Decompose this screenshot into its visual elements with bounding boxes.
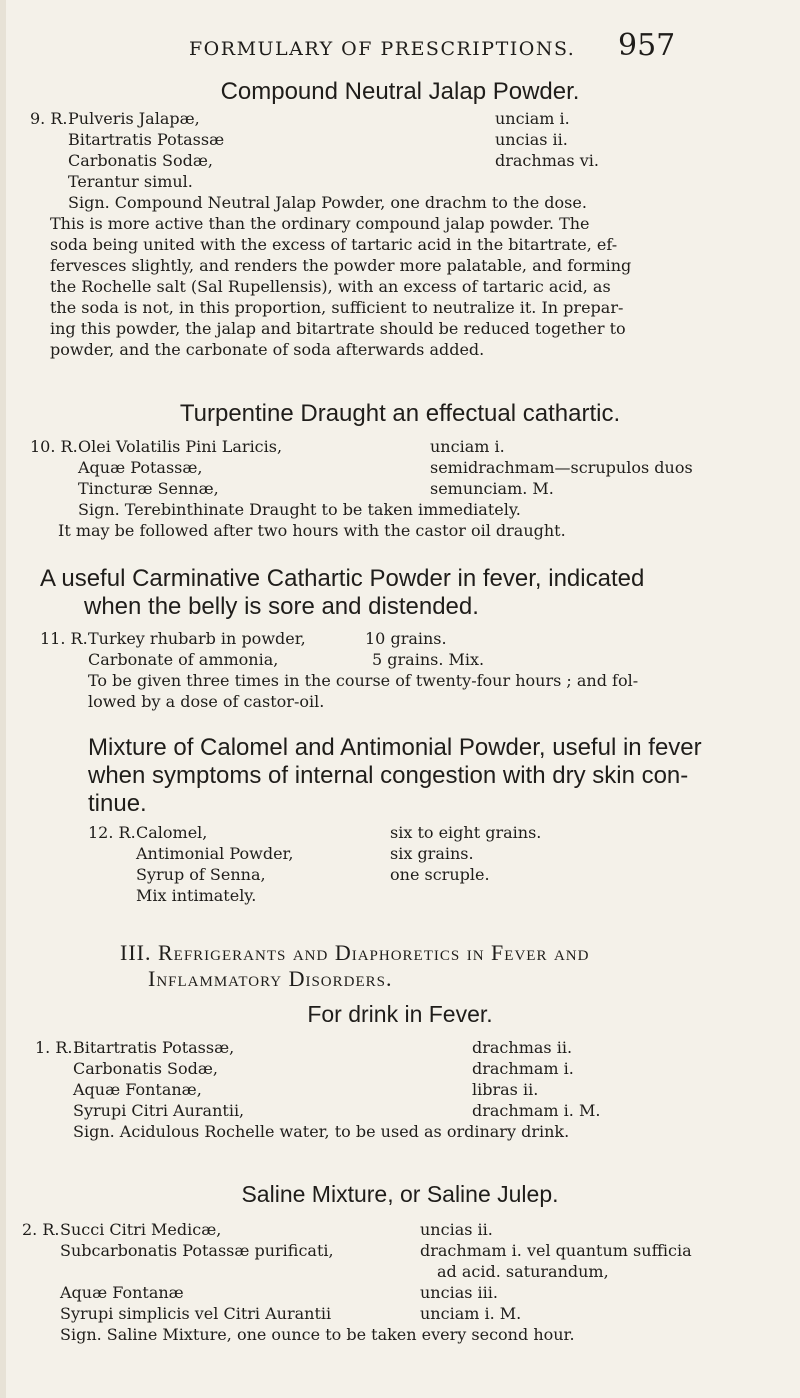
ingredient-quantity-cont: ad acid. saturandum,: [437, 1262, 609, 1281]
ingredient-name: Mix intimately.: [136, 886, 257, 905]
commentary-line: lowed by a dose of castor-oil.: [88, 692, 325, 711]
heading-line: when symptoms of internal congestion with dry skin con-: [88, 762, 689, 789]
ingredient-row: [35, 1058, 755, 1079]
ingredient-quantity: semidrachmam—scrupulos duos: [430, 458, 693, 477]
commentary-line: To be given three times in the course of twenty-four hours ; and fol-: [88, 671, 639, 690]
ingredient-row: [30, 108, 750, 129]
ingredient-row: [88, 843, 788, 864]
sign-line: Sign. Acidulous Rochelle water, to be used as ordinary drink.: [73, 1122, 570, 1141]
heading-line: when the belly is sore and distended.: [84, 593, 479, 620]
ingredient-row: [30, 171, 750, 192]
ingredient-name: Carbonate of ammonia,: [88, 650, 279, 669]
ingredient-name: Bitartratis Potassæ: [68, 130, 225, 149]
text-line: soda being united with the excess of tartaric acid in the bitartrate, ef-: [50, 235, 618, 254]
ingredient-quantity: drachmas ii.: [472, 1038, 573, 1057]
ingredient-quantity: uncias ii.: [420, 1220, 493, 1239]
ingredient-row: [22, 1282, 792, 1303]
ingredient-name: Bitartratis Potassæ,: [73, 1038, 235, 1057]
ingredient-name: Subcarbonatis Potassæ purificati,: [60, 1241, 334, 1260]
ingredient-name: Terantur simul.: [68, 172, 193, 191]
sign-line: Sign. Compound Neutral Jalap Powder, one drachm to the dose.: [68, 193, 587, 212]
text-line: This is more active than the ordinary compound jalap powder. The: [50, 214, 590, 233]
ingredient-name: Calomel,: [136, 823, 208, 842]
ingredient-name: Carbonatis Sodæ,: [73, 1059, 218, 1078]
ingredient-row: [22, 1240, 792, 1261]
ingredient-row: [30, 436, 790, 457]
ingredient-quantity: six grains.: [390, 844, 474, 863]
ingredient-name: Syrupi Citri Aurantii,: [73, 1101, 245, 1120]
ingredient-name: Carbonatis Sodæ,: [68, 151, 213, 170]
commentary-paragraph-cont: [50, 234, 790, 360]
ingredient-quantity: drachmam i. vel quantum sufficia: [420, 1241, 692, 1260]
ingredient-quantity: unciam i. M.: [420, 1304, 522, 1323]
prescription-2: [22, 1219, 792, 1324]
sign-line: Sign. Terebinthinate Draught to be taken immediately.: [78, 500, 521, 519]
ingredient-name: Turkey rhubarb in powder,: [88, 629, 306, 648]
ingredient-quantity: libras ii.: [472, 1080, 539, 1099]
ingredient-name: Syrup of Senna,: [136, 865, 266, 884]
sign-line: Sign. Saline Mixture, one ounce to be taken every second hour.: [60, 1325, 575, 1344]
ingredient-row: [30, 478, 790, 499]
ingredient-quantity: drachmam i.: [472, 1059, 574, 1078]
ingredient-row: [30, 457, 790, 478]
section-heading-calomel-antimonial-mixture: [88, 734, 788, 818]
ingredient-quantity: unciam i.: [495, 109, 570, 128]
heading-line: tinue.: [88, 790, 147, 817]
running-head-title: FORMULARY OF PRESCRIPTIONS.: [189, 38, 576, 60]
section-heading-turpentine-draught: Turpentine Draught an effectual cathartic.: [179, 400, 621, 427]
prescription-number: 9. R.: [30, 109, 68, 128]
ingredient-quantity: unciam i.: [430, 437, 505, 456]
ingredient-name: Aquæ Potassæ,: [78, 458, 203, 477]
ingredient-quantity: uncias ii.: [495, 130, 568, 149]
running-head: [0, 18, 800, 63]
ingredient-row: [35, 1100, 755, 1121]
prescription-number: 10. R.: [30, 437, 78, 456]
ingredient-row: [40, 649, 760, 670]
heading-line: Mixture of Calomel and Antimonial Powder, useful in fever: [88, 734, 702, 761]
ingredient-row: [88, 864, 788, 885]
heading-line: A useful Carminative Cathartic Powder in fever, indicated: [40, 565, 645, 592]
ingredient-name: Succi Citri Medicæ,: [60, 1220, 222, 1239]
ingredient-name: Aquæ Fontanæ,: [73, 1080, 202, 1099]
ingredient-name: Antimonial Powder,: [136, 844, 294, 863]
prescription-number: 11. R.: [40, 629, 88, 648]
ingredient-row: [22, 1303, 792, 1324]
text-line: the soda is not, in this proportion, sufficient to neutralize it. In prepar-: [50, 298, 624, 317]
prescription-9: [30, 108, 750, 192]
ingredient-quantity: uncias iii.: [420, 1283, 498, 1302]
ingredient-row: [40, 628, 760, 649]
text-line: ing this powder, the jalap and bitartrate should be reduced together to: [50, 319, 626, 338]
text-line: the Rochelle salt (Sal Rupellensis), with an excess of tartaric acid, as: [50, 277, 611, 296]
ingredient-row: [88, 885, 788, 906]
prescription-11: [40, 628, 760, 670]
ingredient-name: Olei Volatilis Pini Laricis,: [78, 437, 283, 456]
section-heading-carminative-cathartic-powder: [40, 565, 790, 621]
ingredient-row: [30, 129, 750, 150]
commentary-line: It may be followed after two hours with the castor oil draught.: [58, 521, 566, 540]
section-heading-saline-mixture: Saline Mixture, or Saline Julep.: [241, 1181, 559, 1207]
prescription-1: [35, 1037, 755, 1121]
ingredient-row: [30, 150, 750, 171]
ingredient-name: Syrupi simplicis vel Citri Aurantii: [60, 1304, 332, 1323]
section-heading-compound-neutral-jalap-powder: Compound Neutral Jalap Powder.: [220, 78, 580, 105]
text-line: fervesces slightly, and renders the powder more palatable, and forming: [50, 256, 632, 275]
ingredient-row: [22, 1219, 792, 1240]
ingredient-row: [22, 1261, 792, 1282]
ingredient-quantity: 5 grains. Mix.: [372, 650, 485, 669]
ingredient-quantity: 10 grains.: [365, 629, 447, 648]
text-line: powder, and the carbonate of soda afterwards added.: [50, 340, 485, 359]
prescription-number: 2. R.: [22, 1220, 60, 1239]
prescription-10: [30, 436, 790, 499]
prescription-number: 12. R.: [88, 823, 136, 842]
heading-line: III. Refrigerants and Diaphoretics in Fever and: [120, 940, 590, 965]
commentary-paragraph: [50, 213, 770, 234]
ingredient-name: Tincturæ Sennæ,: [78, 479, 219, 498]
heading-line: Inflammatory Disorders.: [148, 966, 393, 991]
ingredient-row: [35, 1079, 755, 1100]
prescription-number: 1. R.: [35, 1038, 73, 1057]
ingredient-quantity: one scruple.: [390, 865, 490, 884]
ingredient-quantity: six to eight grains.: [390, 823, 542, 842]
ingredient-name: Pulveris Jalapæ,: [68, 109, 200, 128]
page-number: 957: [618, 28, 676, 63]
ingredient-name: Aquæ Fontanæ: [60, 1283, 184, 1302]
ingredient-quantity: drachmas vi.: [495, 151, 599, 170]
ingredient-row: [35, 1037, 755, 1058]
subheading-for-drink-in-fever: For drink in Fever.: [307, 1001, 493, 1027]
prescription-12: [88, 822, 788, 906]
ingredient-quantity: semunciam. M.: [430, 479, 554, 498]
ingredient-row: [88, 822, 788, 843]
chapter-heading-refrigerants-diaphoretics: [120, 940, 800, 992]
ingredient-quantity: drachmam i. M.: [472, 1101, 601, 1120]
